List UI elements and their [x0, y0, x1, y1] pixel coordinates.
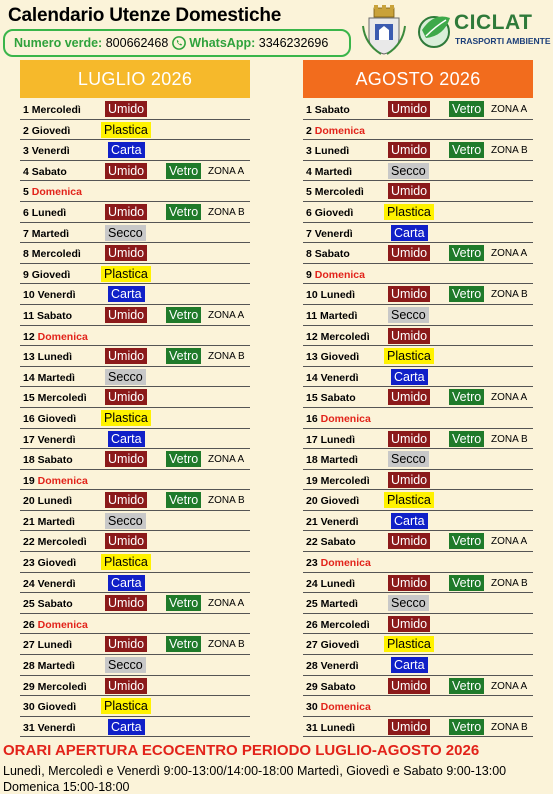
umido-badge: Umido — [105, 492, 147, 508]
secco-badge: Secco — [105, 369, 146, 385]
plastica-badge: Plastica — [101, 698, 151, 714]
umido-badge: Umido — [388, 719, 430, 735]
zona-label: ZONA B — [208, 206, 245, 218]
logo-sub: TRASPORTI AMBIENTE — [455, 36, 551, 46]
day-row — [20, 223, 250, 244]
vetro-badge: Vetro — [166, 348, 201, 364]
day-label: 18 Martedì — [306, 454, 358, 467]
carta-badge: Carta — [391, 369, 428, 385]
carta-badge: Carta — [108, 575, 145, 591]
day-label: 10 Lunedì — [306, 289, 356, 302]
umido-badge: Umido — [388, 533, 430, 549]
globe-leaf-icon — [414, 10, 454, 50]
day-label — [306, 701, 371, 713]
day-label: 22 Sabato — [306, 536, 356, 549]
plastica-badge: Plastica — [101, 554, 151, 570]
umido-badge: Umido — [388, 328, 430, 344]
plastica-badge: Plastica — [384, 636, 434, 652]
secco-badge: Secco — [105, 225, 146, 241]
day-number: 26 — [23, 618, 35, 631]
domenica-label: Domenica — [314, 124, 365, 137]
carta-badge: Carta — [108, 142, 145, 158]
day-label: 31 Lunedì — [306, 721, 356, 734]
zona-label: ZONA B — [208, 639, 245, 651]
day-row — [20, 511, 250, 532]
umido-badge: Umido — [388, 678, 430, 694]
day-row — [303, 573, 533, 594]
day-row — [303, 634, 533, 655]
day-label: 27 Lunedì — [23, 639, 73, 652]
numero-verde-value[interactable]: 800662468 — [105, 36, 169, 50]
day-label: 15 Mercoledì — [23, 392, 87, 405]
umido-badge: Umido — [388, 101, 430, 117]
whatsapp-label: WhatsApp: — [189, 36, 256, 50]
day-row — [303, 696, 533, 717]
day-row — [20, 181, 250, 202]
day-row — [303, 676, 533, 697]
plastica-badge: Plastica — [101, 410, 151, 426]
day-label: 25 Martedì — [306, 598, 358, 611]
day-row — [20, 326, 250, 347]
days-list — [303, 99, 533, 737]
municipal-crest-icon — [361, 4, 407, 56]
day-label: 6 Lunedì — [23, 206, 67, 219]
day-row — [303, 552, 533, 573]
umido-badge: Umido — [105, 678, 147, 694]
day-label: 17 Lunedì — [306, 433, 356, 446]
day-label: 21 Martedì — [23, 515, 75, 528]
vetro-badge: Vetro — [449, 431, 484, 447]
day-label: 26 Mercoledì — [306, 618, 370, 631]
day-row — [20, 531, 250, 552]
day-label — [23, 475, 88, 487]
umido-badge: Umido — [388, 142, 430, 158]
days-list — [20, 99, 250, 737]
day-label: 9 Giovedì — [23, 268, 71, 281]
carta-badge: Carta — [108, 431, 145, 447]
umido-badge: Umido — [105, 451, 147, 467]
day-row — [20, 655, 250, 676]
day-row — [20, 120, 250, 141]
day-row — [303, 99, 533, 120]
day-row — [303, 202, 533, 223]
month-header: AGOSTO 2026 — [303, 60, 533, 98]
umido-badge: Umido — [105, 595, 147, 611]
day-number: 5 — [23, 186, 29, 199]
day-label: 7 Martedì — [23, 227, 70, 240]
day-label: 3 Venerdì — [23, 145, 70, 158]
day-row — [303, 717, 533, 738]
zona-label: ZONA A — [208, 598, 245, 610]
zona-label: ZONA B — [491, 145, 528, 157]
day-row — [20, 387, 250, 408]
day-label: 4 Martedì — [306, 165, 353, 178]
zona-label: ZONA A — [491, 536, 528, 548]
month-column-agosto — [303, 60, 533, 737]
secco-badge: Secco — [105, 657, 146, 673]
day-row — [303, 326, 533, 347]
vetro-badge: Vetro — [166, 451, 201, 467]
vetro-badge: Vetro — [166, 595, 201, 611]
day-label: 28 Venerdì — [306, 660, 359, 673]
day-label: 24 Venerdì — [23, 577, 76, 590]
day-row — [20, 429, 250, 450]
domenica-label: Domenica — [37, 474, 88, 487]
day-row — [303, 387, 533, 408]
day-row — [20, 346, 250, 367]
day-row — [20, 449, 250, 470]
day-label: 23 Giovedì — [23, 557, 77, 570]
day-row — [20, 676, 250, 697]
zona-label: ZONA A — [208, 454, 245, 466]
vetro-badge: Vetro — [449, 678, 484, 694]
day-row — [303, 223, 533, 244]
day-number: 19 — [23, 474, 35, 487]
day-row — [20, 408, 250, 429]
carta-badge: Carta — [391, 657, 428, 673]
vetro-badge: Vetro — [166, 163, 201, 179]
domenica-label: Domenica — [320, 412, 371, 425]
vetro-badge: Vetro — [449, 245, 484, 261]
day-label: 10 Venerdì — [23, 289, 76, 302]
zona-label: ZONA A — [491, 104, 528, 115]
umido-badge: Umido — [105, 204, 147, 220]
umido-badge: Umido — [105, 348, 147, 364]
plastica-badge: Plastica — [384, 348, 434, 364]
umido-badge: Umido — [105, 307, 147, 323]
zona-label: ZONA B — [491, 433, 528, 445]
day-row — [303, 593, 533, 614]
day-label: 14 Martedì — [23, 371, 75, 384]
zona-label: ZONA A — [491, 680, 528, 692]
day-row — [303, 161, 533, 182]
zona-label: ZONA B — [491, 721, 528, 733]
whatsapp-value[interactable]: 3346232696 — [258, 36, 329, 50]
day-label: 21 Venerdì — [306, 515, 359, 528]
day-row — [20, 161, 250, 182]
day-label: 27 Giovedì — [306, 639, 360, 652]
secco-badge: Secco — [388, 163, 429, 179]
plastica-badge: Plastica — [384, 204, 434, 220]
day-row — [303, 531, 533, 552]
day-row — [303, 181, 533, 202]
day-row — [20, 367, 250, 388]
day-label: 7 Venerdì — [306, 227, 353, 240]
umido-badge: Umido — [388, 245, 430, 261]
vetro-badge: Vetro — [166, 307, 201, 323]
umido-badge: Umido — [388, 431, 430, 447]
plastica-badge: Plastica — [101, 266, 151, 282]
umido-badge: Umido — [388, 472, 430, 488]
day-label: 20 Giovedì — [306, 495, 360, 508]
carta-badge: Carta — [108, 286, 145, 302]
day-label: 11 Martedì — [306, 309, 358, 322]
ciclat-logo — [414, 8, 552, 54]
domenica-label: Domenica — [320, 701, 371, 714]
secco-badge: Secco — [105, 513, 146, 529]
day-label: 18 Sabato — [23, 454, 73, 467]
carta-badge: Carta — [108, 719, 145, 735]
day-label — [23, 331, 88, 343]
day-row — [303, 264, 533, 285]
page-title: Calendario Utenze Domestiche — [8, 5, 282, 26]
plastica-badge: Plastica — [101, 122, 151, 138]
day-row — [303, 614, 533, 635]
day-label — [306, 557, 371, 569]
day-number: 12 — [23, 330, 35, 343]
umido-badge: Umido — [105, 533, 147, 549]
day-row — [20, 243, 250, 264]
carta-badge: Carta — [391, 225, 428, 241]
umido-badge: Umido — [105, 389, 147, 405]
whatsapp-icon — [172, 36, 186, 50]
vetro-badge: Vetro — [166, 636, 201, 652]
month-header: LUGLIO 2026 — [20, 60, 250, 98]
day-label: 13 Giovedì — [306, 351, 360, 364]
day-row — [20, 140, 250, 161]
umido-badge: Umido — [105, 636, 147, 652]
day-number: 23 — [306, 557, 318, 570]
umido-badge: Umido — [388, 575, 430, 591]
vetro-badge: Vetro — [166, 204, 201, 220]
secco-badge: Secco — [388, 595, 429, 611]
umido-badge: Umido — [105, 245, 147, 261]
day-label: 24 Lunedì — [306, 577, 356, 590]
day-number: 16 — [306, 412, 318, 425]
day-label — [306, 413, 371, 425]
day-label: 1 Mercoledì — [23, 104, 81, 116]
day-label: 20 Lunedì — [23, 495, 73, 508]
umido-badge: Umido — [388, 389, 430, 405]
day-row — [303, 429, 533, 450]
contact-box — [3, 29, 351, 57]
day-row — [20, 573, 250, 594]
zona-label: ZONA A — [208, 309, 245, 321]
vetro-badge: Vetro — [449, 575, 484, 591]
day-row — [303, 140, 533, 161]
umido-badge: Umido — [388, 286, 430, 302]
day-label: 4 Sabato — [23, 165, 67, 178]
day-row — [20, 552, 250, 573]
vetro-badge: Vetro — [449, 286, 484, 302]
day-label: 29 Mercoledì — [23, 680, 87, 693]
day-row — [20, 490, 250, 511]
day-label: 22 Mercoledì — [23, 536, 87, 549]
day-label: 17 Venerdì — [23, 433, 76, 446]
vetro-badge: Vetro — [449, 719, 484, 735]
day-row — [303, 346, 533, 367]
day-row — [303, 367, 533, 388]
day-row — [303, 284, 533, 305]
day-label: 5 Mercoledì — [306, 186, 364, 199]
domenica-label: Domenica — [31, 186, 82, 199]
day-row — [20, 305, 250, 326]
day-row — [20, 284, 250, 305]
day-row — [20, 634, 250, 655]
day-row — [20, 470, 250, 491]
day-row — [303, 470, 533, 491]
orari-title: ORARI APERTURA ECOCENTRO PERIODO LUGLIO-AGOSTO 2026 — [3, 742, 480, 759]
day-row — [20, 614, 250, 635]
day-label — [306, 125, 365, 137]
day-row — [303, 511, 533, 532]
day-label: 31 Venerdì — [23, 721, 76, 734]
day-label — [23, 186, 82, 198]
vetro-badge: Vetro — [449, 101, 484, 117]
day-row — [20, 593, 250, 614]
day-label: 2 Giovedì — [23, 124, 71, 137]
domenica-label: Domenica — [37, 618, 88, 631]
domenica-label: Domenica — [320, 557, 371, 570]
day-number: 30 — [306, 701, 318, 714]
domenica-label: Domenica — [314, 268, 365, 281]
zona-label: ZONA B — [491, 577, 528, 589]
day-row — [20, 99, 250, 120]
logo-brand: CICLAT — [454, 11, 533, 34]
domenica-label: Domenica — [37, 330, 88, 343]
day-label: 13 Lunedì — [23, 351, 73, 364]
plastica-badge: Plastica — [384, 492, 434, 508]
vetro-badge: Vetro — [166, 492, 201, 508]
zona-label: ZONA B — [491, 289, 528, 301]
day-row — [20, 264, 250, 285]
day-label: 1 Sabato — [306, 104, 350, 116]
day-label: 16 Giovedì — [23, 412, 77, 425]
orari-line: Domenica 15:00-18:00 — [3, 780, 130, 794]
zona-label: ZONA A — [208, 165, 245, 177]
day-label: 11 Sabato — [23, 309, 73, 322]
day-row — [303, 490, 533, 511]
day-label: 29 Sabato — [306, 680, 356, 693]
day-row — [303, 449, 533, 470]
umido-badge: Umido — [105, 101, 147, 117]
day-label: 6 Giovedì — [306, 206, 354, 219]
day-row — [303, 305, 533, 326]
day-number: 2 — [306, 124, 312, 137]
umido-badge: Umido — [388, 616, 430, 632]
zona-label: ZONA B — [208, 495, 245, 507]
day-label — [23, 619, 88, 631]
secco-badge: Secco — [388, 451, 429, 467]
day-number: 9 — [306, 268, 312, 281]
secco-badge: Secco — [388, 307, 429, 323]
day-row — [303, 120, 533, 141]
zona-label: ZONA A — [491, 248, 528, 260]
vetro-badge: Vetro — [449, 142, 484, 158]
day-label: 25 Sabato — [23, 598, 73, 611]
month-column-luglio — [20, 60, 250, 737]
numero-verde-label: Numero verde: — [14, 36, 103, 50]
day-label — [306, 269, 365, 281]
day-row — [303, 243, 533, 264]
day-label: 12 Mercoledì — [306, 330, 370, 343]
day-label: 3 Lunedì — [306, 145, 350, 158]
vetro-badge: Vetro — [449, 389, 484, 405]
orari-line: Lunedì, Mercoledì e Venerdì 9:00-13:00/14:00-18:00 Martedì, Giovedì e Sabato 9:00-13:00 — [3, 764, 507, 778]
umido-badge: Umido — [388, 183, 430, 199]
day-row — [20, 696, 250, 717]
umido-badge: Umido — [105, 163, 147, 179]
day-row — [303, 655, 533, 676]
carta-badge: Carta — [391, 513, 428, 529]
day-label: 28 Martedì — [23, 660, 75, 673]
day-label: 15 Sabato — [306, 392, 356, 405]
day-row — [303, 408, 533, 429]
day-label: 19 Mercoledì — [306, 474, 370, 487]
vetro-badge: Vetro — [449, 533, 484, 549]
day-label: 8 Sabato — [306, 248, 350, 261]
day-label: 30 Giovedì — [23, 701, 77, 714]
day-row — [20, 202, 250, 223]
zona-label: ZONA A — [491, 392, 528, 404]
day-label: 14 Venerdì — [306, 371, 359, 384]
day-label: 8 Mercoledì — [23, 248, 81, 261]
zona-label: ZONA B — [208, 351, 245, 363]
day-row — [20, 717, 250, 738]
